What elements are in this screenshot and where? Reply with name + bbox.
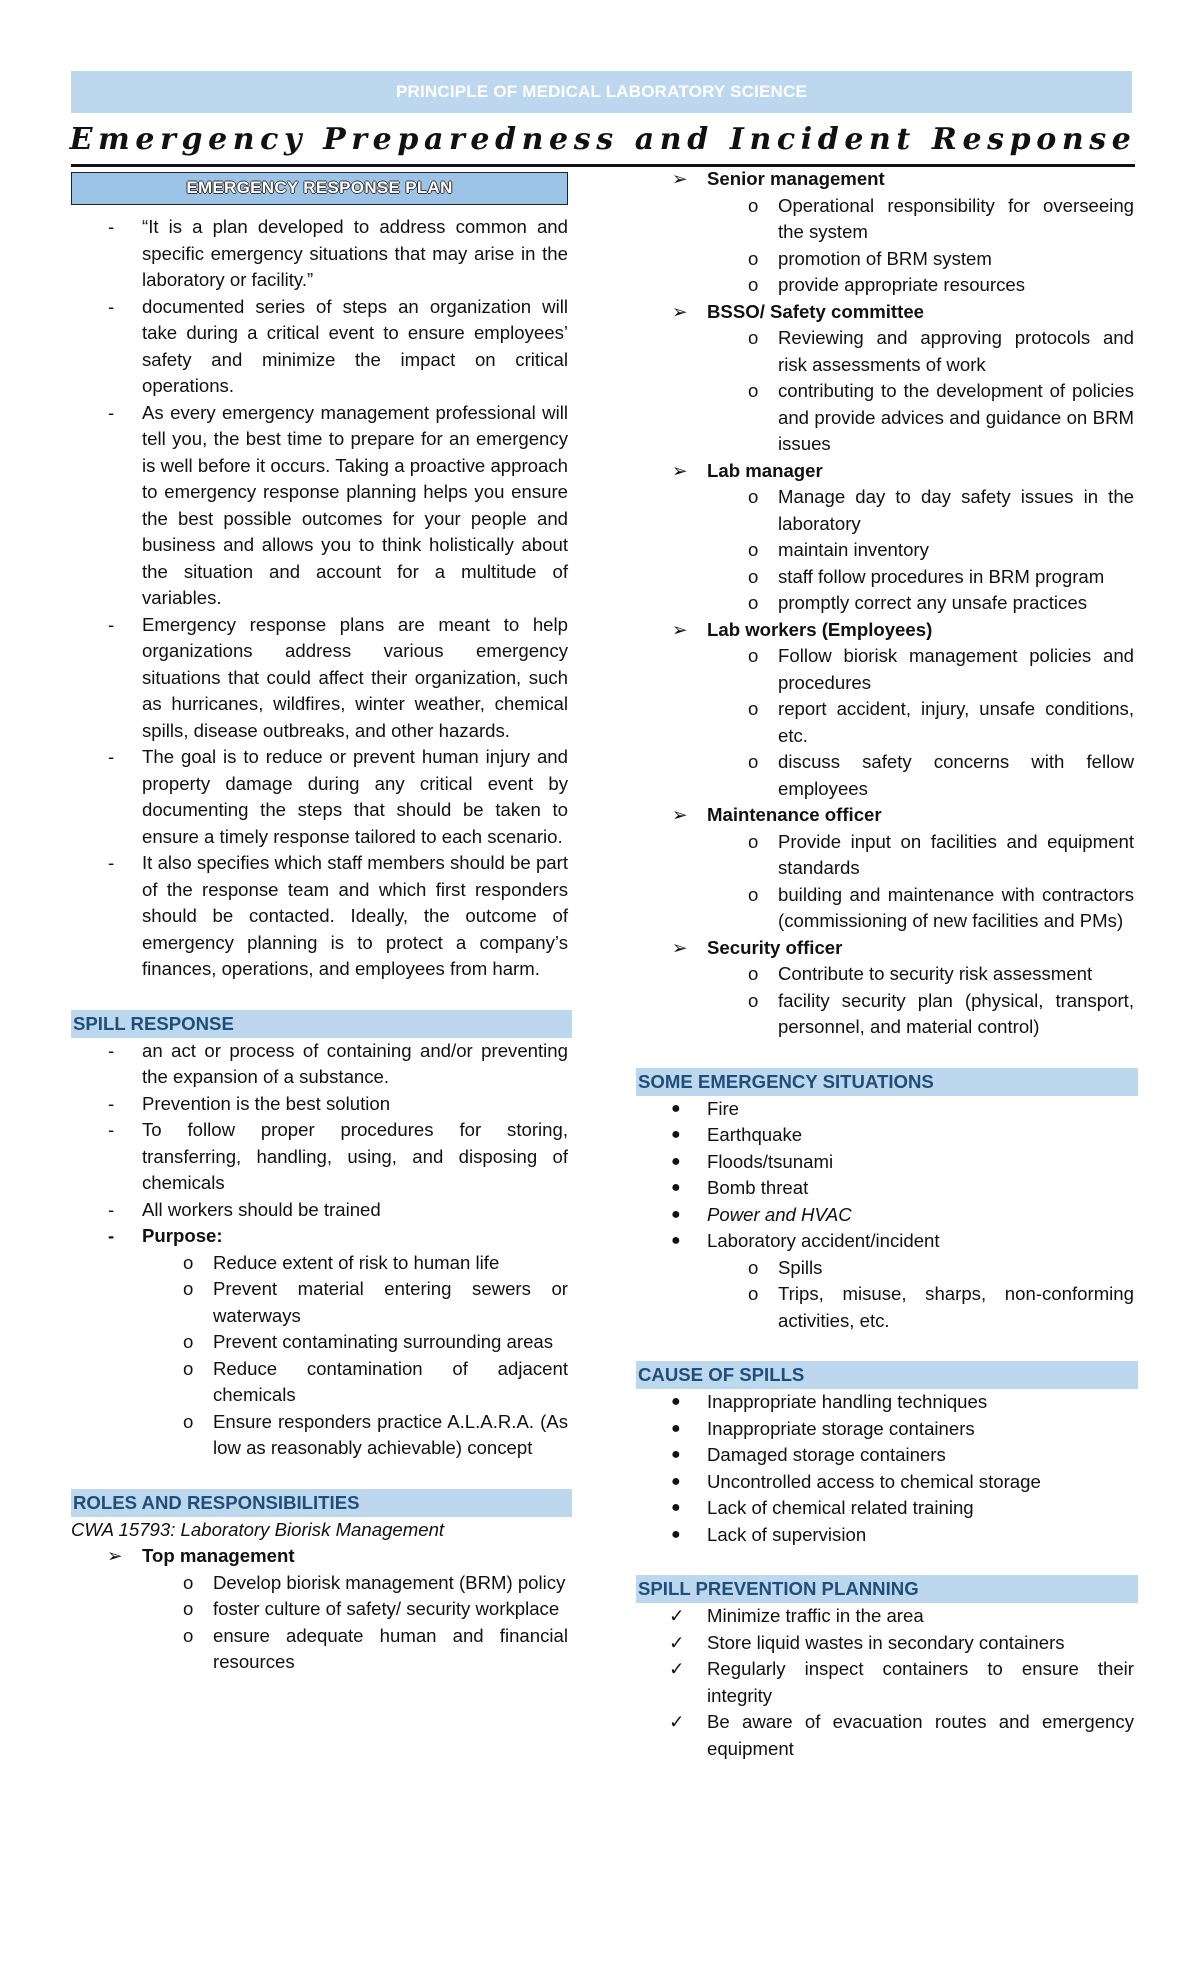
checkmark-icon: ✓ bbox=[669, 1658, 685, 1679]
dash-icon: - bbox=[108, 1119, 115, 1140]
circle-bullet-icon: o bbox=[748, 830, 759, 852]
emergency-response-plan-heading: EMERGENCY RESPONSE PLAN bbox=[71, 172, 568, 205]
checkmark-icon: ✓ bbox=[669, 1631, 685, 1653]
circle-bullet-icon: o bbox=[748, 274, 759, 295]
list-item: ● Floods/tsunami bbox=[636, 1149, 1134, 1176]
list-item: o Contribute to security risk assessment bbox=[636, 961, 1134, 988]
list-item: o building and maintenance with contractors (commissioning of new facilities and PMs) bbox=[748, 883, 1134, 931]
list-item: o promotion of BRM system bbox=[636, 246, 1134, 273]
dash-icon: - bbox=[108, 295, 115, 317]
list-item: o Reduce extent of risk to human life bbox=[71, 1250, 568, 1277]
circle-bullet-icon: o bbox=[748, 883, 759, 905]
dot-bullet-icon: ● bbox=[671, 1419, 681, 1437]
circle-bullet-icon: o bbox=[748, 963, 759, 984]
list-item: o Reduce contamination of adjacent chemicals bbox=[183, 1357, 568, 1405]
list-item: - an act or process of containing and/or preventing the expansion of a substance. bbox=[108, 1039, 568, 1087]
checkmark-icon: ✓ bbox=[669, 1711, 685, 1732]
list-item: o Follow biorisk management policies and procedures bbox=[748, 645, 1134, 693]
checkmark-icon: ✓ bbox=[669, 1605, 685, 1626]
emergency-situations-heading: SOME EMERGENCY SITUATIONS bbox=[636, 1068, 1138, 1096]
list-item: o Operational responsibility for overseeing the system bbox=[748, 194, 1134, 242]
circle-bullet-icon: o bbox=[748, 247, 759, 269]
arrow-bullet-icon: ➢ bbox=[672, 459, 688, 481]
circle-bullet-icon: o bbox=[183, 1278, 194, 1299]
circle-bullet-icon: o bbox=[183, 1357, 194, 1379]
dot-bullet-icon: ● bbox=[671, 1446, 681, 1463]
circle-bullet-icon: o bbox=[748, 539, 759, 560]
dash-icon: - bbox=[108, 746, 115, 767]
list-item: o Provide input on facilities and equipment standards bbox=[748, 830, 1134, 878]
dash-icon: - bbox=[108, 1198, 115, 1220]
circle-bullet-icon: o bbox=[748, 1283, 759, 1304]
list-item: - As every emergency management professional will tell you, the best time to prepare for an emergency is well before it occurs. Taking a proactive approach to emergency response planning helps you ensure the best possible outcomes for your people and business and allows you to think holistically about the situation and account for a multitude of variables. bbox=[108, 401, 568, 608]
list-item: ● Lack of supervision bbox=[636, 1522, 1134, 1549]
list-item: ● Laboratory accident/incident bbox=[636, 1228, 1134, 1255]
list-item: ● Power and HVAC bbox=[636, 1202, 1134, 1229]
list-item: o contributing to the development of policies and provide advices and guidance on BRM issues bbox=[748, 380, 1134, 454]
list-item: o promptly correct any unsafe practices bbox=[636, 590, 1134, 617]
purpose-label: - Purpose: bbox=[71, 1223, 568, 1250]
list-item: o Develop biorisk management (BRM) policy bbox=[71, 1570, 568, 1597]
spill-prevention-heading: SPILL PREVENTION PLANNING bbox=[636, 1575, 1138, 1603]
dash-icon: - bbox=[108, 852, 115, 873]
list-item: - To follow proper procedures for storing, transferring, handling, using, and disposing of chemicals bbox=[108, 1119, 568, 1193]
list-item: ● Inappropriate handling techniques bbox=[636, 1389, 1134, 1416]
list-item: o Reviewing and approving protocols and risk assessments of work bbox=[748, 327, 1134, 375]
arrow-bullet-icon: ➢ bbox=[672, 804, 688, 825]
circle-bullet-icon: o bbox=[748, 565, 759, 587]
role-title: ➢ Security officer bbox=[636, 935, 1134, 962]
list-item: o facility security plan (physical, transport, personnel, and material control) bbox=[748, 989, 1134, 1037]
dash-icon: - bbox=[108, 401, 115, 423]
list-item: ● Earthquake bbox=[636, 1122, 1134, 1149]
list-item: - documented series of steps an organization will take during a critical event to ensure employees’ safety and minimize the impact on critical operations. bbox=[108, 295, 568, 396]
circle-bullet-icon: o bbox=[748, 698, 759, 719]
circle-bullet-icon: o bbox=[748, 592, 759, 613]
circle-bullet-icon: o bbox=[748, 989, 759, 1011]
list-item: o report accident, injury, unsafe conditions, etc. bbox=[748, 698, 1134, 746]
list-item: ✓ Regularly inspect containers to ensure their integrity bbox=[669, 1658, 1134, 1706]
circle-bullet-icon: o bbox=[748, 1256, 759, 1278]
dot-bullet-icon: ● bbox=[671, 1205, 681, 1223]
arrow-bullet-icon: ➢ bbox=[107, 1545, 123, 1566]
dash-icon: - bbox=[108, 1092, 115, 1114]
list-item: o Prevent material entering sewers or waterways bbox=[183, 1278, 568, 1326]
dot-bullet-icon: ● bbox=[671, 1393, 681, 1410]
list-item: ● Bomb threat bbox=[636, 1175, 1134, 1202]
arrow-bullet-icon: ➢ bbox=[672, 936, 688, 958]
list-item: - It also specifies which staff members should be part of the response team and which first responders should be contacted. Ideally, the outcome of emergency planning is to protect a company’s finances, operations, and employees from harm. bbox=[108, 852, 568, 979]
role-title: ➢ Lab manager bbox=[636, 458, 1134, 485]
dot-bullet-icon: ● bbox=[671, 1472, 681, 1490]
right-column bbox=[636, 166, 1134, 1762]
list-item: ● Inappropriate storage containers bbox=[636, 1416, 1134, 1443]
role-title: ➢ Top management bbox=[71, 1543, 568, 1570]
roles-subtitle: CWA 15793: Laboratory Biorisk Management bbox=[71, 1518, 445, 1540]
page-title: Emergency Preparedness and Incident Response bbox=[69, 121, 1137, 157]
list-item: ● Uncontrolled access to chemical storage bbox=[636, 1469, 1134, 1496]
list-item: ● Fire bbox=[636, 1096, 1134, 1123]
list-item: o foster culture of safety/ security workplace bbox=[71, 1596, 568, 1623]
circle-bullet-icon: o bbox=[183, 1251, 194, 1273]
dot-bullet-icon: ● bbox=[671, 1179, 681, 1196]
circle-bullet-icon: o bbox=[183, 1331, 194, 1352]
circle-bullet-icon: o bbox=[183, 1598, 194, 1619]
cause-of-spills-heading: CAUSE OF SPILLS bbox=[636, 1361, 1138, 1389]
list-item: o Trips, misuse, sharps, non-conforming activities, etc. bbox=[748, 1283, 1134, 1331]
spill-response-heading: SPILL RESPONSE bbox=[71, 1010, 572, 1038]
dash-icon: - bbox=[108, 613, 115, 635]
circle-bullet-icon: o bbox=[748, 194, 759, 216]
list-item: ✓ Minimize traffic in the area bbox=[636, 1603, 1134, 1630]
arrow-bullet-icon: ➢ bbox=[672, 168, 688, 189]
list-item: o Ensure responders practice A.L.A.R.A. (As low as reasonably achievable) concept bbox=[183, 1410, 568, 1458]
dash-icon: - bbox=[108, 1225, 115, 1246]
arrow-bullet-icon: ➢ bbox=[672, 300, 688, 322]
list-item: - “It is a plan developed to address common and specific emergency situations that may arise in the laboratory or facility.” bbox=[108, 216, 568, 290]
list-item: o maintain inventory bbox=[636, 537, 1134, 564]
circle-bullet-icon: o bbox=[183, 1624, 194, 1646]
list-item: - The goal is to reduce or prevent human injury and property damage during any critical event by documenting the steps that should be taken to ensure a timely response tailored to each scenario. bbox=[108, 746, 568, 847]
roles-heading: ROLES AND RESPONSIBILITIES bbox=[71, 1489, 572, 1517]
dot-bullet-icon: ● bbox=[671, 1525, 681, 1543]
list-item: ✓ Be aware of evacuation routes and emergency equipment bbox=[669, 1711, 1134, 1759]
list-item: - Emergency response plans are meant to help organizations address various emergency situations that could affect their organization, such as hurricanes, wildfires, winter weather, chemical spills, disease outbreaks, and other hazards. bbox=[108, 613, 568, 741]
circle-bullet-icon: o bbox=[748, 327, 759, 348]
dot-bullet-icon: ● bbox=[671, 1152, 681, 1170]
role-title: ➢ Senior management bbox=[636, 166, 1134, 193]
dash-icon: - bbox=[108, 1039, 115, 1061]
left-column bbox=[71, 166, 568, 1676]
dot-bullet-icon: ● bbox=[671, 1232, 681, 1249]
circle-bullet-icon: o bbox=[748, 751, 759, 772]
role-title: ➢ Lab workers (Employees) bbox=[636, 617, 1134, 644]
arrow-bullet-icon: ➢ bbox=[672, 618, 688, 640]
list-item: ● Damaged storage containers bbox=[636, 1442, 1134, 1469]
list-item: ● Lack of chemical related training bbox=[636, 1495, 1134, 1522]
list-item: o provide appropriate resources bbox=[636, 272, 1134, 299]
dash-icon: - bbox=[108, 216, 115, 237]
list-item: o staff follow procedures in BRM program bbox=[636, 564, 1134, 591]
course-banner: PRINCIPLE OF MEDICAL LABORATORY SCIENCE bbox=[71, 71, 1132, 113]
list-item: - Prevention is the best solution bbox=[71, 1091, 568, 1118]
dot-bullet-icon: ● bbox=[671, 1126, 681, 1143]
dot-bullet-icon: ● bbox=[671, 1499, 681, 1516]
circle-bullet-icon: o bbox=[183, 1571, 194, 1593]
role-title: ➢ Maintenance officer bbox=[636, 802, 1134, 829]
list-item: o Spills bbox=[636, 1255, 1134, 1282]
list-item: o discuss safety concerns with fellow employees bbox=[748, 751, 1134, 799]
list-item: o Prevent contaminating surrounding areas bbox=[71, 1329, 568, 1356]
list-item: - All workers should be trained bbox=[71, 1197, 568, 1224]
circle-bullet-icon: o bbox=[748, 486, 759, 507]
circle-bullet-icon: o bbox=[748, 645, 759, 666]
circle-bullet-icon: o bbox=[183, 1410, 194, 1432]
role-title: ➢ BSSO/ Safety committee bbox=[636, 299, 1134, 326]
circle-bullet-icon: o bbox=[748, 380, 759, 401]
dot-bullet-icon: ● bbox=[671, 1099, 681, 1117]
list-item: o ensure adequate human and financial resources bbox=[183, 1624, 568, 1672]
list-item: o Manage day to day safety issues in the laboratory bbox=[748, 486, 1134, 534]
list-item: ✓ Store liquid wastes in secondary containers bbox=[636, 1630, 1134, 1657]
